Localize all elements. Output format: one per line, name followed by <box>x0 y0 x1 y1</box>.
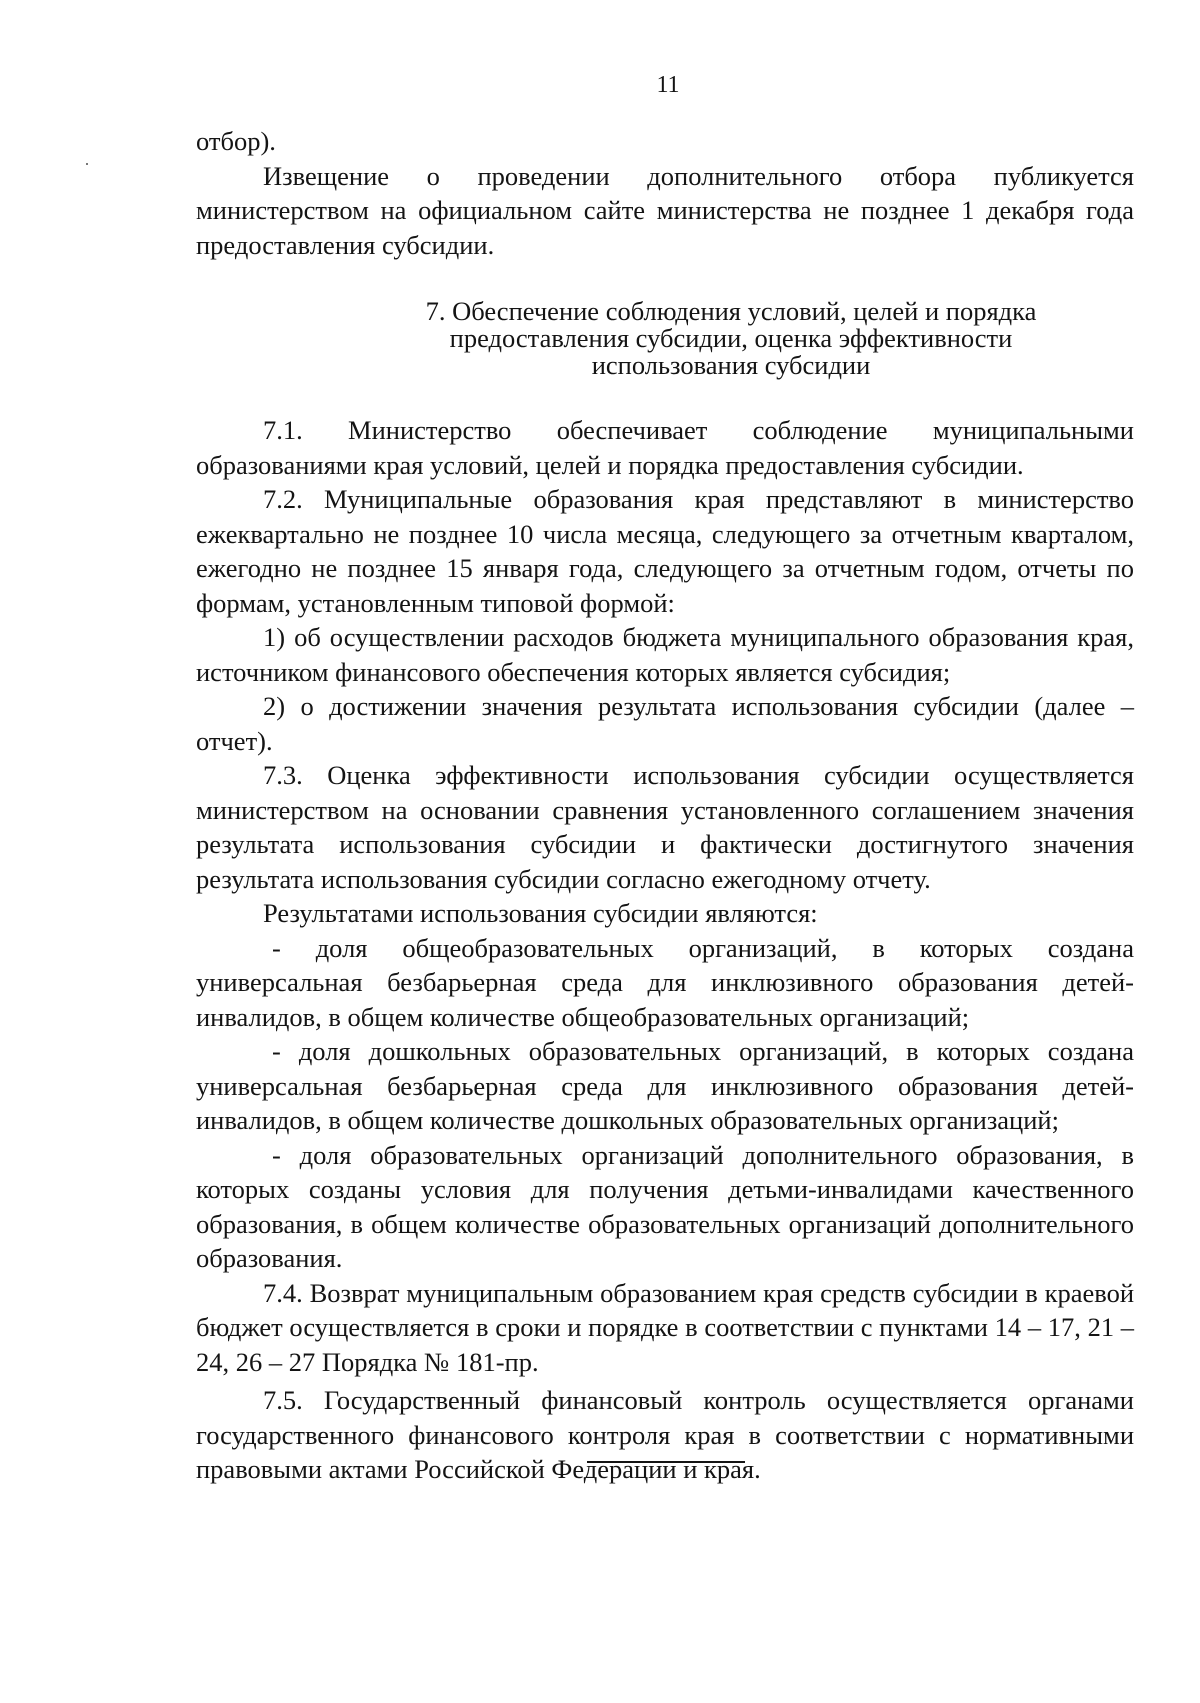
paragraph-7-1: 7.1. Министерство обеспечивает соблюдение муниципальными образованиями края условий, целей и порядка предоставления субсидии. <box>196 415 1134 480</box>
section-heading-line: 7. Обеспечение соблюдения условий, целей и порядка <box>425 296 1037 326</box>
section-heading <box>308 298 1054 379</box>
paragraph-results-intro: Результатами использования субсидии являются: <box>263 898 818 928</box>
result-item-additional: - доля образовательных организаций дополнительного образования, в которых созданы условия для получения детьми-инвалидами качественного образования, в общем количестве образовательных организаций дополнительного образования. <box>196 1139 1134 1273</box>
list-item-2: 2) о достижении значения результата использования субсидии (далее – отчет). <box>196 691 1134 756</box>
page-number: 11 <box>656 72 680 98</box>
paragraph-7-2: 7.2. Муниципальные образования края представляют в министерство ежеквартально не позднее 10 числа месяца, следующего за отчетным кварталом, ежегодно не позднее 15 января года, следующего за отчетным годом, отчеты по формам, установленным типовой формой: <box>196 484 1134 618</box>
paragraph-continuation: отбор). <box>196 126 276 156</box>
list-item-1: 1) об осуществлении расходов бюджета муниципального образования края, источником финансового обеспечения которых является субсидия; <box>196 622 1134 687</box>
paragraph-notice: Извещение о проведении дополнительного отбора публикуется министерством на официальном сайте министерства не позднее 1 декабря года предоставления субсидии. <box>196 160 1134 260</box>
paragraph-7-4: 7.4. Возврат муниципальным образованием края средств субсидии в краевой бюджет осуществляется в сроки и порядке в соответствии с пунктами 14 – 17, 21 – 24, 26 – 27 Порядка № 181-пр. <box>196 1277 1134 1377</box>
paragraph-7-3: 7.3. Оценка эффективности использования субсидии осуществляется министерством на основании сравнения установленного соглашением значения результата использования субсидии и фактически достигнутого значения результата использования субсидии согласно ежегодному отчету. <box>196 760 1134 894</box>
section-heading-line: использования субсидии <box>591 350 871 380</box>
document-body <box>196 124 1134 1487</box>
paragraph-7-5: 7.5. Государственный финансовый контроль осуществляется органами государственного финансового контроля края в соответствии с нормативными правовыми актами Российской Федерации и края. <box>196 1385 1134 1484</box>
result-item-general: - доля общеобразовательных организаций, в которых создана универсальная безбарьерная среда для инклюзивного образования детей-инвалидов, в общем количестве общеобразовательных организаций; <box>196 932 1134 1032</box>
section-heading-line: предоставления субсидии, оценка эффективности <box>449 323 1013 353</box>
result-item-preschool: - доля дошкольных образовательных организаций, в которых создана универсальная безбарьерная среда для инклюзивного образования детей-инвалидов, в общем количестве дошкольных образовательных организаций; <box>196 1036 1134 1135</box>
scan-speck <box>86 163 88 165</box>
end-of-document-rule <box>587 1461 745 1463</box>
